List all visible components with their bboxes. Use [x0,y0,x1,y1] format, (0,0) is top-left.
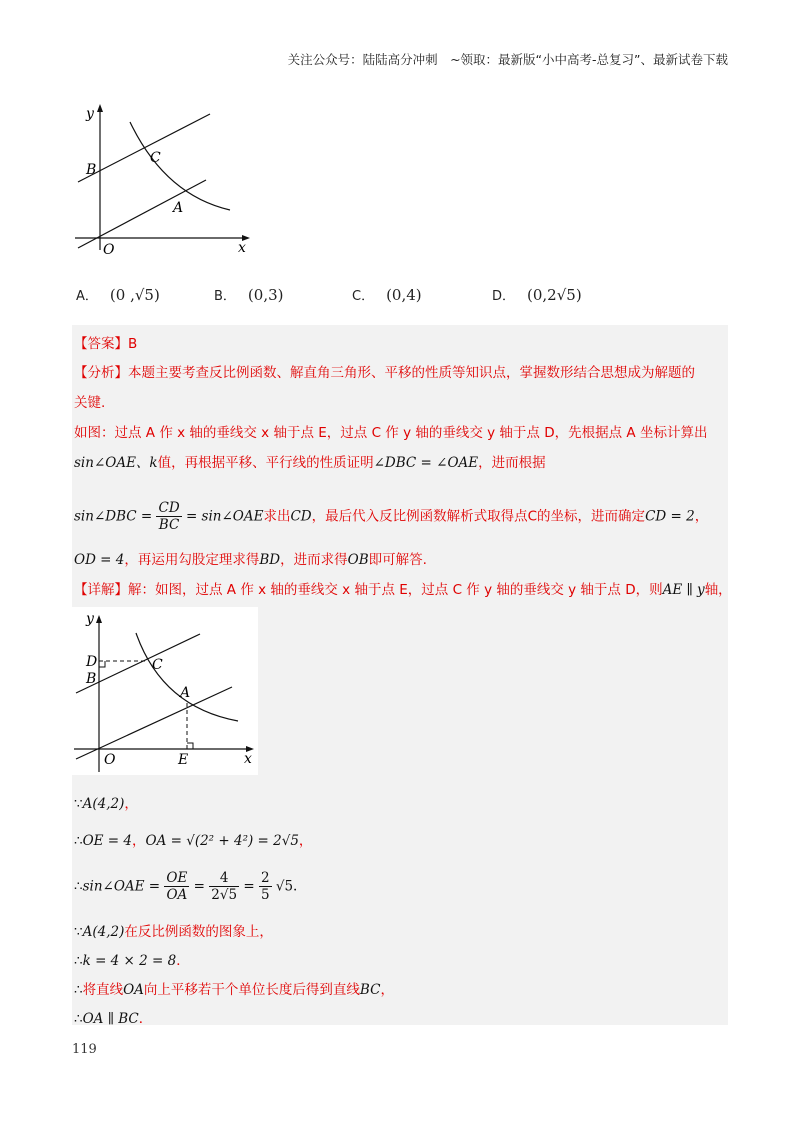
option-d-value: (0,2√5) [527,286,582,304]
step-2-symbol: ∴ [74,833,83,849]
step-7-symbol: ∴ [74,1011,83,1027]
step-5-symbol: ∴ [74,953,83,969]
step-1-math: A(4,2) [82,796,125,812]
analysis-text-5g: ， [694,508,709,525]
fig2-y-arrow [96,615,102,623]
option-a-letter: A． [76,289,98,304]
fig1-label-y: y [86,106,94,122]
analysis-text-4d: ，进而根据 [478,455,546,471]
step-3-sin: sin∠OAE = [82,878,161,895]
frac-den-2r5: 2√5 [211,887,238,903]
fig2-label-x: x [244,751,252,767]
step-4-symbol: ∵ [74,924,83,940]
step-7 [74,1007,152,1027]
fig2-label-c: C [152,657,163,673]
step-6 [74,978,394,998]
step-6-text-a: 将直线 [82,982,124,998]
step-1-symbol: ∵ [74,796,83,812]
answer-tag: 【答案】 [74,336,128,352]
answer-options [76,285,736,309]
detail-text-1: 解：如图，过点 A 作 x 轴的垂线交 x 轴于点 E，过点 C 作 y 轴的垂线交 y 轴于点 D，则 [128,582,663,598]
analysis-math-cd-eq: CD = 2 [645,508,695,525]
option-b-value: (0,3) [247,286,284,304]
frac-den-bc: BC [158,517,180,533]
step-2-comma: ， [132,833,146,849]
fig1-hyperbola [130,122,230,210]
frac-den-5: 5 [260,887,270,903]
frac-den-oa: OA [166,887,188,903]
analysis-text-1: 本题主要考查反比例函数、解直角三角形、平移的性质等知识点，掌握数形结合思想成为解题的 [128,365,695,381]
analysis-line-3: 如图：过点 A 作 x 轴的垂线交 x 轴于点 E，过点 C 作 y 轴的垂线交 y 轴于点 D，先根据点 A 坐标计算出 [74,425,708,441]
analysis-math-sin-dbc: sin∠DBC = [74,508,153,525]
step-3-symbol: ∴ [74,878,83,895]
step-3-eq-1: = [193,878,205,895]
analysis-text-5e: ，最后代入反比例函数解析式取得点C的坐标，进而确定 [311,508,646,525]
analysis-tag: 【分析】 [74,365,128,381]
analysis-frac-cd-bc [156,500,181,533]
analysis-line-4 [74,451,546,471]
step-6-text-c: 向上平移若干个单位长度后得到直线 [143,982,360,998]
fig2-right-angle-d [99,661,105,667]
analysis-math-bd: BD [259,552,281,568]
step-7-math: OA ∥ BC [82,1011,139,1027]
step-5-end: ． [176,953,190,969]
step-6-math-oa: OA [123,982,144,998]
analysis-text-6d: ，进而求得 [280,552,348,568]
step-3-frac-4 [209,870,239,903]
step-2-math-oe: OE = 4 [82,833,132,849]
frac-num-4: 4 [209,870,239,887]
frac-num-oe: OE [166,870,188,886]
figure-1 [70,100,260,260]
page-number: 119 [72,1042,97,1057]
option-a[interactable] [76,285,160,304]
fig2-right-angle-e [187,743,193,749]
analysis-line-2: 关键. [74,395,106,411]
step-6-end: ， [380,982,394,998]
fig2-label-b: B [86,671,97,687]
option-b-letter: B． [214,289,236,304]
answer-value: B [128,336,138,352]
step-1 [74,792,138,812]
step-4-text: 在反比例函数的图象上， [124,924,273,940]
step-3-tail: √5. [275,878,298,895]
fig1-label-x: x [238,240,246,256]
option-c-letter: C． [352,289,375,304]
detail-text-1e: 轴， [704,582,732,598]
analysis-math-sin-oae: = sin∠OAE [185,508,264,525]
option-c-value: (0,4) [386,286,422,304]
analysis-math-ob: OB [347,552,369,568]
figure-2 [72,607,258,775]
step-5 [74,949,190,969]
analysis-text-4b: 值，再根据平移、平行线的性质证明 [157,455,374,471]
step-3 [74,870,297,903]
step-2-end: ， [298,833,313,849]
fig1-y-arrow [97,104,103,112]
step-5-math: k = 4 × 2 = 8 [82,953,177,969]
detail-line-1 [74,578,732,598]
step-1-end: ， [124,796,138,812]
analysis-line-1 [74,361,695,381]
frac-num-cd: CD [158,500,180,516]
step-6-math-bc: BC [359,982,381,998]
option-a-value: (0 ,√5) [109,286,160,304]
analysis-text-6f: 即可解答. [368,552,427,568]
step-4-math: A(4,2) [82,924,125,940]
step-6-symbol: ∴ [74,982,83,998]
fig2-label-a: A [180,685,191,701]
step-2 [74,829,312,849]
step-2-math-oa: OA = √(2² + 4²) = 2√5 [145,833,299,849]
analysis-math-cd: CD [290,508,312,525]
analysis-math-sin-oae-k: sin∠OAE、k [74,455,158,471]
analysis-text-5c: 求出 [263,508,291,525]
analysis-text-6b: ，再运用勾股定理求得 [124,552,260,568]
analysis-math-od: OD = 4 [74,552,125,568]
step-4 [74,920,273,940]
analysis-math-angle-eq: ∠DBC = ∠OAE [373,455,479,471]
answer-line [74,332,137,352]
fig2-label-d: D [86,654,98,670]
detail-tag: 【详解】 [74,582,128,598]
step-3-eq-2: = [243,878,255,895]
fig1-label-b: B [86,162,97,178]
page-header: 关注公众号：陆陆高分冲刺 ~领取：最新版“小中高考-总复习”、最新试卷下载 [287,52,728,67]
step-3-frac-oe-oa [164,870,189,903]
fig2-label-e: E [178,752,189,768]
fig1-label-a: A [173,200,184,216]
fig1-label-o: O [103,242,115,258]
step-7-end: ． [138,1011,153,1027]
frac-num-2: 2 [260,870,270,886]
option-b[interactable] [214,285,283,304]
analysis-line-5 [74,500,708,533]
detail-math-ae-parallel: AE ∥ y [662,582,705,598]
fig2-label-o: O [104,752,116,768]
option-d-letter: D． [492,289,516,304]
option-c[interactable] [352,285,422,304]
fig1-label-c: C [150,150,161,166]
fig2-label-y: y [86,611,94,627]
option-d[interactable] [492,285,582,304]
step-3-frac-2-5 [259,870,272,903]
analysis-line-6 [74,548,427,568]
